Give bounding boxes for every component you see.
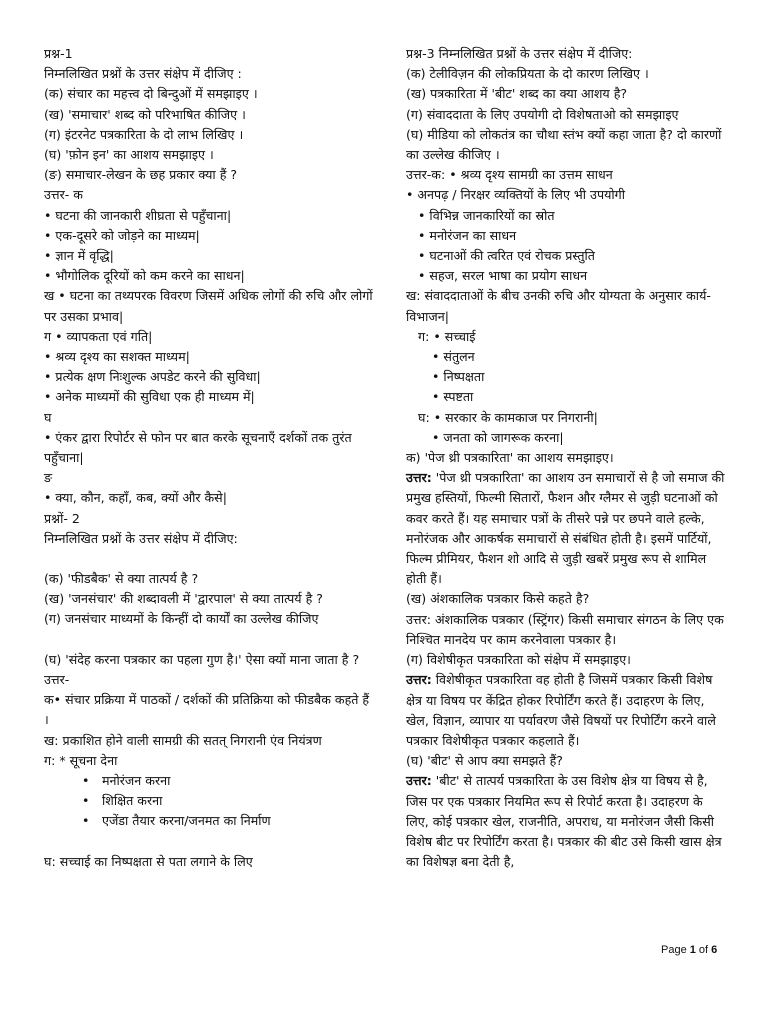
line-text: क• संचार प्रक्रिया में पाठकों / दर्शकों की प्रतिक्रिया को फीडबैक कहते हैं । [44,692,370,728]
line-text: • विभिन्न जानकारियों का स्रोत [418,207,555,223]
text-line [44,488,374,508]
total-pages: 6 [711,944,718,956]
text-line [44,206,374,226]
text-line [406,84,726,104]
line-text: (घ) 'संदेह करना पत्रकार का पहला गुण है।' ऐसा क्यों माना जाता है ? [44,651,360,667]
blank-line [44,549,374,569]
text-line [406,327,726,347]
line-text: निम्नलिखित प्रश्नों के उत्तर संक्षेप में दीजिए : [44,66,242,82]
text-line [44,852,374,872]
bullet-icon: • [82,793,90,809]
line-text: • घटनाओं की त्वरित एवं रोचक प्रस्तुति [418,248,595,264]
line-text: ख: प्रकाशित होने वाली सामग्री की सतत् निगरानी एंव नियंत्रण [44,732,322,748]
line-text: • घटना की जानकारी शीघ्रता से पहुँचाना| [44,207,232,223]
text-line [44,327,374,347]
line-text: ग: * सूचना देना [44,752,118,768]
line-text: शिक्षित करना [102,793,163,809]
line-text: (घ) 'फ़ोन इन' का आशय समझाइए । [44,147,214,163]
line-text: 'बीट' से तात्पर्य पत्रकारिता के उस विशेष क्षेत्र या विषय से है, जिस पर एक पत्रकार नियमित रूप से रिपोर्ट करता है। उदाहरण के लिए, कोई पत्रकार खेल, राजनीति, अपराध, या मनोरंजन जैसी किसी विशेष बीट पर रिपोर्टिंग करता है। पत्रकार की बीट उसे किसी खास क्षेत्र का विशेषज्ञ बना देती है, [406,773,722,870]
text-line [44,791,374,811]
line-text: • क्या, कौन, कहाँ, कब, क्यों और कैसे| [44,490,227,506]
line-text: विशेषीकृत पत्रकारिता वह होती है जिसमें पत्रकार किसी विशेष क्षेत्र या विषय पर केंद्रित होकर रिपोर्टिंग करते हैं। उदाहरण के लिए, खेल, विज्ञान, व्यापार या पर्यावरण जैसे विषयों पर रिपोर्टिंग करने वाले पत्रकार विशेषीकृत पत्रकार कहलाते हैं। [406,672,716,748]
text-line [44,609,374,629]
text-line [406,650,726,670]
text-line [44,468,374,488]
text-line [44,105,374,125]
text-line [44,569,374,589]
line-text: (घ) मीडिया को लोकतंत्र का चौथा स्तंभ क्यों कहा जाता है? दो कारणों का उल्लेख कीजिए । [406,126,722,163]
line-text: (क) टेलीविज़न की लोकप्रियता के दो कारण लिखिए । [406,66,649,82]
line-text: • अनपढ़ / निरक्षर व्यक्तियों के लिए भी उपयोगी [406,187,626,203]
text-line [406,448,726,468]
line-text: • ज्ञान में वृद्धि| [44,248,114,264]
text-line [406,44,726,64]
line-text: घ: • सरकार के कामकाज पर निगरानी| [418,409,598,425]
line-text: प्रश्न-3 निम्नलिखित प्रश्नों के उत्तर संक्षेप में दीजिए: [406,46,633,61]
text-line [44,84,374,104]
line-text: (घ) 'बीट' से आप क्या समझते हैं? [406,753,563,769]
text-line [44,387,374,407]
blank-line [44,630,374,650]
text-line [44,670,374,690]
line-text: उत्तर: अंशकालिक पत्रकार (स्ट्रिंगर) किसी समाचार संगठन के लिए एक निश्चित मानदेय पर काम करनेवाला पत्रकार है। [406,611,724,647]
line-text: (क) संचार का महत्त्व दो बिन्दुओं में समझाइए । [44,86,258,102]
line-text: (ग) संवाददाता के लिए उपयोगी दो विशेषताओ को समझाइए [406,106,679,122]
text-line [44,286,374,326]
text-line [44,811,374,831]
text-line [44,771,374,791]
line-text: (ख) पत्रकारिता में 'बीट' शब्द का क्या आशय है? [406,86,628,102]
text-line [406,589,726,609]
text-line [406,246,726,266]
line-text: • प्रत्येक क्षण निःशुल्क अपडेट करने की सुविधा| [44,369,261,385]
line-text: प्रश्न-1 [44,46,73,61]
text-line [406,206,726,226]
line-text: प्रश्नों- 2 [44,510,80,526]
line-text: (ग) जनसंचार माध्यमों के किन्हीं दो कार्यों का उल्लेख कीजिए [44,611,319,627]
bullet-icon: • [82,813,90,829]
text-line [44,185,374,205]
text-line [406,185,726,205]
text-line [44,690,374,730]
footer-prefix: Page [661,944,690,956]
blank-line [44,832,374,852]
text-line [406,64,726,84]
text-line [44,145,374,165]
line-text: (ख) अंशकालिक पत्रकार किसे कहते है? [406,591,590,607]
line-text: 'पेज थ्री पत्रकारिता' का आशय उन समाचारों से है जो समाज की प्रमुख हस्तियों, फिल्मी सितारों, फैशन और ग्लैमर से जुड़ी घटनाओं को कवर करते हैं। यह समाचार पत्रों के तीसरे पन्ने पर छपने वाले हल्के, मनोरंजक और आकर्षक समाचारों से संबंधित होती है। इसमें पार्टियों, फिल्म प्रीमियर, फैशन शो आदि से जुड़ी खबरें प्रमुख रूप से शामिल होती हैं। [406,470,725,587]
text-line [44,125,374,145]
line-text: निम्नलिखित प्रश्नों के उत्तर संक्षेप में दीजिए: [44,530,238,546]
line-text: (ख) 'जनसंचार' की शब्दावली में 'द्वारपाल' से क्या तात्पर्य है ? [44,591,323,607]
text-line [44,64,374,84]
text-line [406,226,726,246]
line-text: • श्रव्य दृश्य का सशक्त माध्यम| [44,349,190,365]
text-line [44,428,374,468]
line-text: ङ [44,470,53,486]
text-line [44,731,374,751]
line-text: ग • व्यापकता एवं गति| [44,328,153,344]
line-text: (ङ) समाचार-लेखन के छह प्रकार क्या हैं ? [44,167,238,183]
text-line [44,529,374,549]
line-text: • अनेक माध्यमों की सुविधा एक ही माध्यम में| [44,389,255,405]
line-text: ख • घटना का तथ्यपरक विवरण जिसमें अधिक लोगों की रुचि और लोगों पर उसका प्रभाव| [44,288,373,324]
line-text: • जनता को जागरूक करना| [432,429,564,445]
page-footer [661,944,717,956]
text-line [406,347,726,367]
text-line [44,165,374,185]
text-line [44,347,374,367]
text-line [406,105,726,125]
text-line [44,650,374,670]
line-text: (ग) इंटरनेट पत्रकारिता के दो लाभ लिखिए । [44,126,244,142]
text-line [406,387,726,407]
line-text: क) 'पेज थ्री पत्रकारिता' का आशय समझाइए। [406,450,614,466]
line-text: • एक-दूसरे को जोड़ने का माध्यम| [44,227,200,243]
text-line [406,771,726,872]
text-line [406,125,726,165]
line-text: • मनोरंजन का साधन [418,227,517,243]
line-text: • संतुलन [432,349,475,365]
line-text: ख: संवाददाताओं के बीच उनकी रुचि और योग्यता के अनुसार कार्य-विभाजन| [406,288,711,324]
text-line [406,367,726,387]
text-line [406,165,726,185]
text-line [44,44,374,64]
text-line [406,751,726,771]
text-line [44,509,374,529]
answer-label: उत्तर: [406,672,432,688]
text-line [44,246,374,266]
text-line [44,408,374,428]
line-text: • निष्पक्षता [432,369,485,385]
text-line [44,226,374,246]
line-text: • स्पष्टता [432,389,474,405]
text-line [406,408,726,428]
answer-label: उत्तर: [406,470,432,486]
line-text: (ग) विशेषीकृत पत्रकारिता को संक्षेप में समझाइए। [406,652,631,668]
text-line [406,428,726,448]
line-text: उत्तर- [44,671,70,687]
bullet-icon: • [82,772,90,788]
text-line [406,286,726,326]
line-text: (क) 'फीडबैक' से क्या तात्पर्य है ? [44,571,199,587]
line-text: • भौगोलिक दूरियों को कम करने का साधन| [44,268,245,284]
text-line [406,670,726,751]
text-line [44,589,374,609]
text-line [406,610,726,650]
text-line [44,367,374,387]
line-text: उत्तर- क [44,187,83,203]
text-line [406,468,726,589]
line-text: मनोरंजन करना [102,772,171,788]
text-line [406,266,726,286]
line-text: ग: • सच्चाई [418,328,476,344]
line-text: उत्तर-क: • श्रव्य दृश्य सामग्री का उत्तम साधन [406,167,613,183]
line-text: (ख) 'समाचार' शब्द को परिभाषित कीजिए । [44,106,246,122]
line-text: घ: सच्चाई का निष्पक्षता से पता लगाने के लिए [44,853,253,869]
left-column [44,44,374,872]
text-line [44,266,374,286]
line-text: घ [44,409,52,425]
line-text: • एंकर द्वारा रिपोर्टर से फोन पर बात करके सूचनाएँ दर्शकों तक तुरंत पहुँचाना| [44,429,352,466]
answer-label: उत्तर: [406,773,432,789]
text-line [44,751,374,771]
right-column [406,44,726,872]
line-text: • सहज, सरल भाषा का प्रयोग साधन [418,268,588,284]
line-text: एजेंडा तैयार करना/जनमत का निर्माण [102,813,271,829]
current-page: 1 [689,944,696,956]
footer-of: of [695,944,712,956]
